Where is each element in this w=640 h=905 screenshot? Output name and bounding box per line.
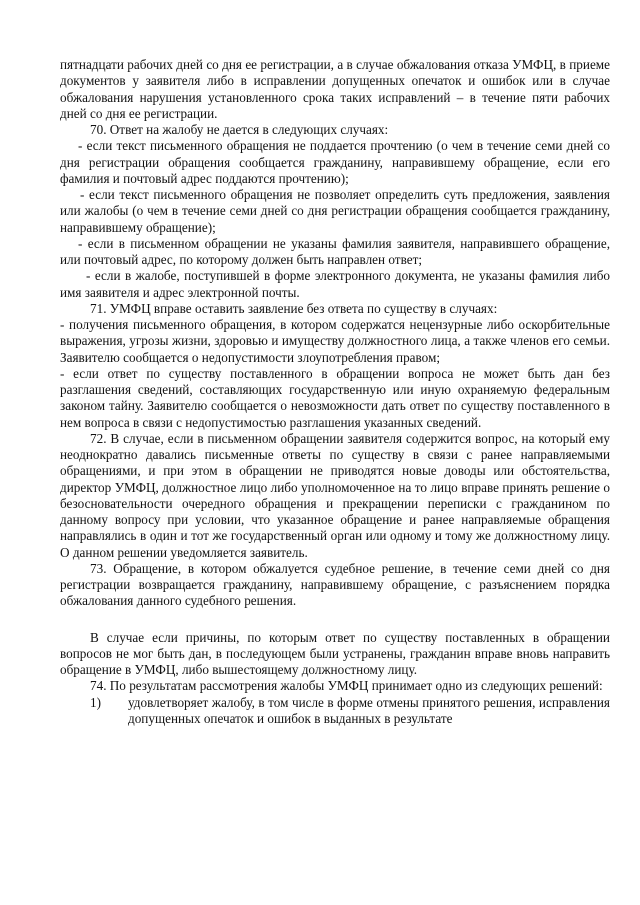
list-item	[60, 695, 610, 728]
paragraph-resubmission: В случае если причины, по которым ответ по существу поставленных в обращении вопросов не мог быть дан, в последующем были устранены, гражданин вправе вновь направить обращение в УМФЦ, либо вышестоящему должностному лицу.	[60, 629, 610, 677]
paragraph-70-item-1: - если текст письменного обращения не поддается прочтению (о чем в течение семи дней со дня регистрации обращения сообщается гражданину, направившему обращение, если его фамилия и почтовый адрес поддаются прочтению);	[60, 138, 610, 186]
paragraph-70-item-3: - если в письменном обращении не указаны фамилия заявителя, направившего обращение, или почтовый адрес, по которому должен быть направлен ответ;	[60, 235, 610, 267]
paragraph-71-heading: 71. УМФЦ вправе оставить заявление без ответа по существу в случаях:	[90, 300, 498, 316]
paragraph-70-item-4: - если в жалобе, поступившей в форме электронного документа, не указаны фамилия либо имя заявителя и адрес электронной почты.	[60, 268, 610, 300]
paragraph-71-item-1: - получения письменного обращения, в котором содержатся нецензурные либо оскорбительные выражения, угрозы жизни, здоровью и имуществу должностного лица, а также членов его семьи. Заявителю сообщается о недопустимости злоупотребления правом;	[60, 317, 610, 365]
paragraph-71-item-2: - если ответ по существу поставленного в обращении вопроса не может быть дан без разглашения сведений, составляющих государственную или иную охраняемую федеральным законом тайну. Заявителю сообщается о невозможности дать ответ по существу поставленного в нем вопроса в связи с недопустимостью разглашения указанных сведений.	[60, 365, 610, 430]
list-item-number: 1)	[90, 694, 101, 710]
paragraph-72: 72. В случае, если в письменном обращении заявителя содержится вопрос, на который ему неоднократно давались письменные ответы по существу в связи с ранее направляемыми обращениями, и при этом в обращении не приводятся новые доводы или обстоятельства, директор УМФЦ, должностное лицо либо уполномоченное на то лицо вправе принять решение о безосновательности очередного обращения и прекращении переписки с гражданином по данному вопросу при условии, что указанное обращение и ранее направляемые обращения направлялись в один и тот же государственный орган или одному и тому же должностному лицу. О данном решении уведомляется заявитель.	[60, 430, 610, 560]
paragraph-73: 73. Обращение, в котором обжалуется судебное решение, в течение семи дней со дня регистрации возвращается гражданину, направившему обращение, с разъяснением порядка обжалования данного судебного решения.	[60, 560, 610, 609]
list-item-text: удовлетворяет жалобу, в том числе в форме отмены принятого решения, исправления допущенных опечаток и ошибок в выданных в результате	[128, 694, 610, 726]
blank-line	[60, 610, 610, 630]
paragraph-70-item-2: - если текст письменного обращения не позволяет определить суть предложения, заявления или жалобы (о чем в течение семи дней со дня регистрации обращения сообщается гражданину, направившему обращение);	[60, 187, 610, 235]
paragraph-continuation: пятнадцати рабочих дней со дня ее регистрации, а в случае обжалования отказа УМФЦ, в приеме документов у заявителя либо в исправлении допущенных опечаток и ошибок или в случае обжалования нарушения установленного срока таких исправлений – в течение пяти рабочих дней со дня ее регистрации.	[60, 57, 610, 121]
paragraph-74-heading: 74. По результатам рассмотрения жалобы УМФЦ принимает одно из следующих решений:	[90, 678, 603, 694]
paragraph-70-heading: 70. Ответ на жалобу не дается в следующих случаях:	[90, 122, 389, 137]
document-page	[60, 57, 610, 727]
